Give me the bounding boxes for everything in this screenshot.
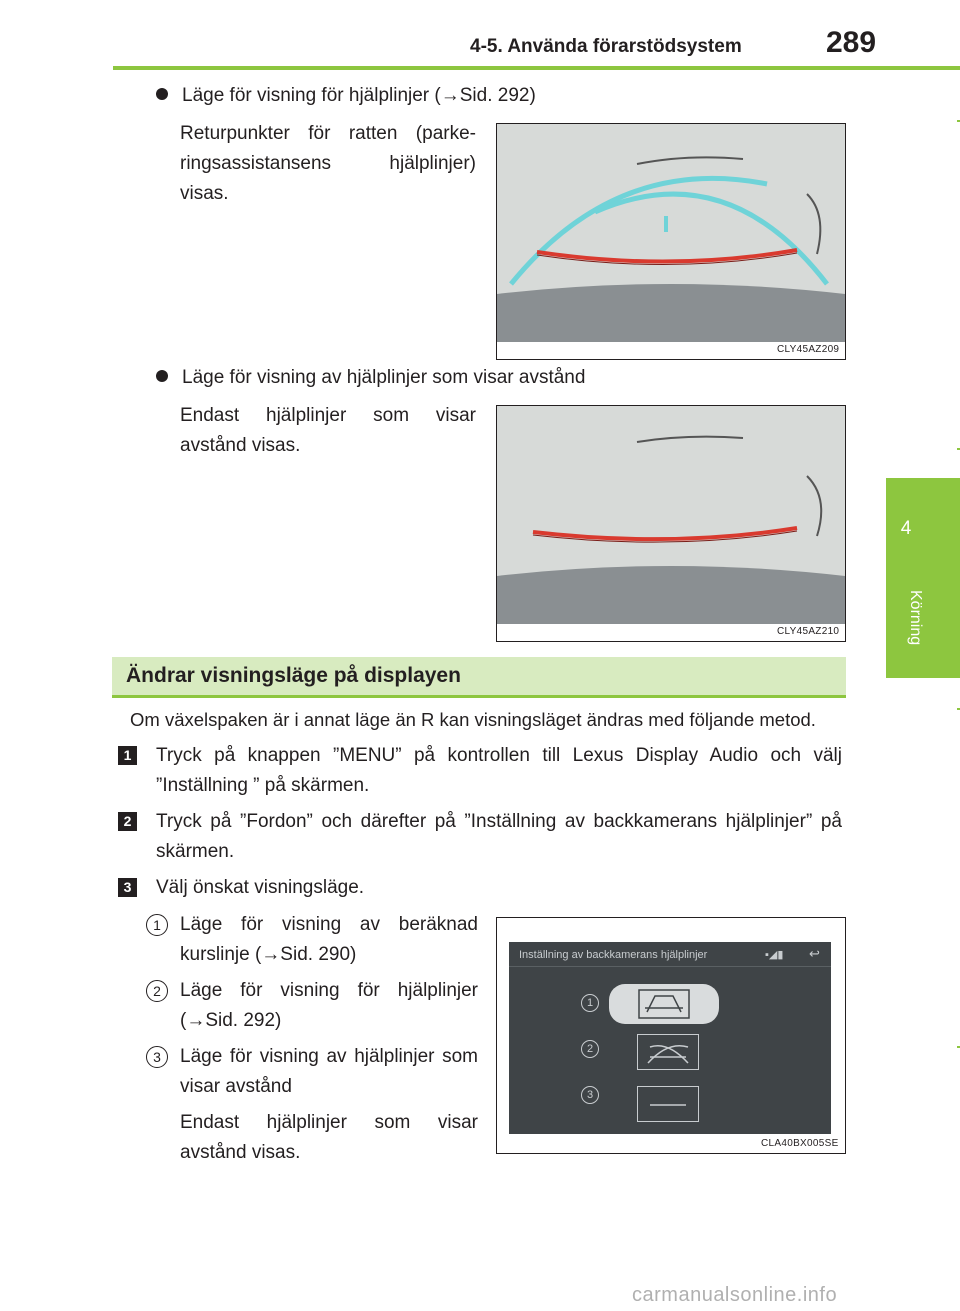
step-text: Tryck på ”Fordon” och därefter på ”Inställning av backkamerans hjälplinjer” på skärmen. bbox=[156, 811, 842, 862]
signal-icon: ▪◢▮ bbox=[765, 949, 784, 961]
option-text: Läge för visning för hjälplinjer (→Sid. 292) bbox=[180, 980, 478, 1031]
header-rule bbox=[113, 66, 960, 70]
mode3-heading: Läge för visning av hjälplinjer som visar avstånd bbox=[182, 367, 586, 388]
bullet-icon bbox=[156, 88, 168, 100]
bullet-item-mode2 bbox=[156, 82, 536, 109]
figure-code: CLY45AZ210 bbox=[777, 626, 840, 637]
mode2-heading: Läge för visning för hjälplinjer (→Sid. 292) bbox=[182, 85, 536, 106]
option-text: Läge för visning av beräknad kurslinje (→Sid. 290) bbox=[180, 914, 478, 965]
option-marker: 1 bbox=[146, 914, 168, 936]
figure-settings-screen bbox=[496, 917, 846, 1154]
mode3-description: Endast hjälplinjer som visar avstånd visas. bbox=[180, 405, 476, 456]
option1-tile bbox=[609, 984, 719, 1024]
camera-view-illustration bbox=[497, 124, 845, 359]
guidelines-icon bbox=[638, 1035, 698, 1069]
screen-marker: 2 bbox=[581, 1040, 599, 1058]
chapter-number: 4 bbox=[900, 518, 912, 539]
section-intro: Om växelspaken är i annat läge än R kan visningsläget ändras med följande metod. bbox=[130, 709, 816, 730]
step-text: Välj önskat visningsläge. bbox=[156, 877, 365, 898]
figure-distance-mode bbox=[496, 405, 846, 642]
screen-title: Inställning av backkamerans hjälplinjer bbox=[519, 949, 708, 961]
mode2-description: Returpunkter för ratten (parkeringsassistansens hjälplinjer) visas. bbox=[180, 123, 476, 204]
page-number: 289 bbox=[826, 26, 877, 59]
footer-site-watermark: carmanualsonline.info bbox=[632, 1284, 838, 1306]
figure-code: CLA40BX005SE bbox=[761, 1138, 839, 1149]
display-screen bbox=[509, 942, 831, 1134]
option2-tile bbox=[637, 1034, 699, 1070]
screen-marker: 1 bbox=[581, 994, 599, 1012]
option3-tile bbox=[637, 1086, 699, 1122]
step-number: 1 bbox=[118, 746, 137, 765]
section-heading-bar bbox=[112, 657, 846, 698]
bullet-item-mode3 bbox=[156, 364, 585, 391]
screen-marker: 3 bbox=[581, 1086, 599, 1104]
camera-view-illustration bbox=[497, 406, 845, 641]
step-number: 2 bbox=[118, 812, 137, 831]
distance-lines-icon bbox=[638, 1087, 698, 1121]
step-text: Tryck på knappen ”MENU” på kontrollen till Lexus Display Audio och välj ”Inställning ” på skärmen. bbox=[156, 745, 842, 796]
option-marker: 2 bbox=[146, 980, 168, 1002]
section-header: 4-5. Använda förarstödsystem bbox=[470, 36, 742, 57]
back-icon: ↩ bbox=[809, 946, 820, 961]
step-number: 3 bbox=[118, 878, 137, 897]
screen-divider bbox=[509, 966, 831, 967]
chapter-label: Körning bbox=[907, 590, 924, 646]
chapter-tab bbox=[886, 478, 960, 678]
option-marker: 3 bbox=[146, 1046, 168, 1068]
option3-note: Endast hjälplinjer som visar avstånd visas. bbox=[180, 1112, 478, 1163]
figure-code: CLY45AZ209 bbox=[777, 344, 840, 355]
course-line-icon bbox=[609, 984, 719, 1024]
section-title: Ändrar visningsläge på displayen bbox=[126, 664, 461, 687]
bullet-icon bbox=[156, 370, 168, 382]
figure-guidelines-mode bbox=[496, 123, 846, 360]
option-text: Läge för visning av hjälplinjer som visar avstånd bbox=[180, 1046, 478, 1097]
